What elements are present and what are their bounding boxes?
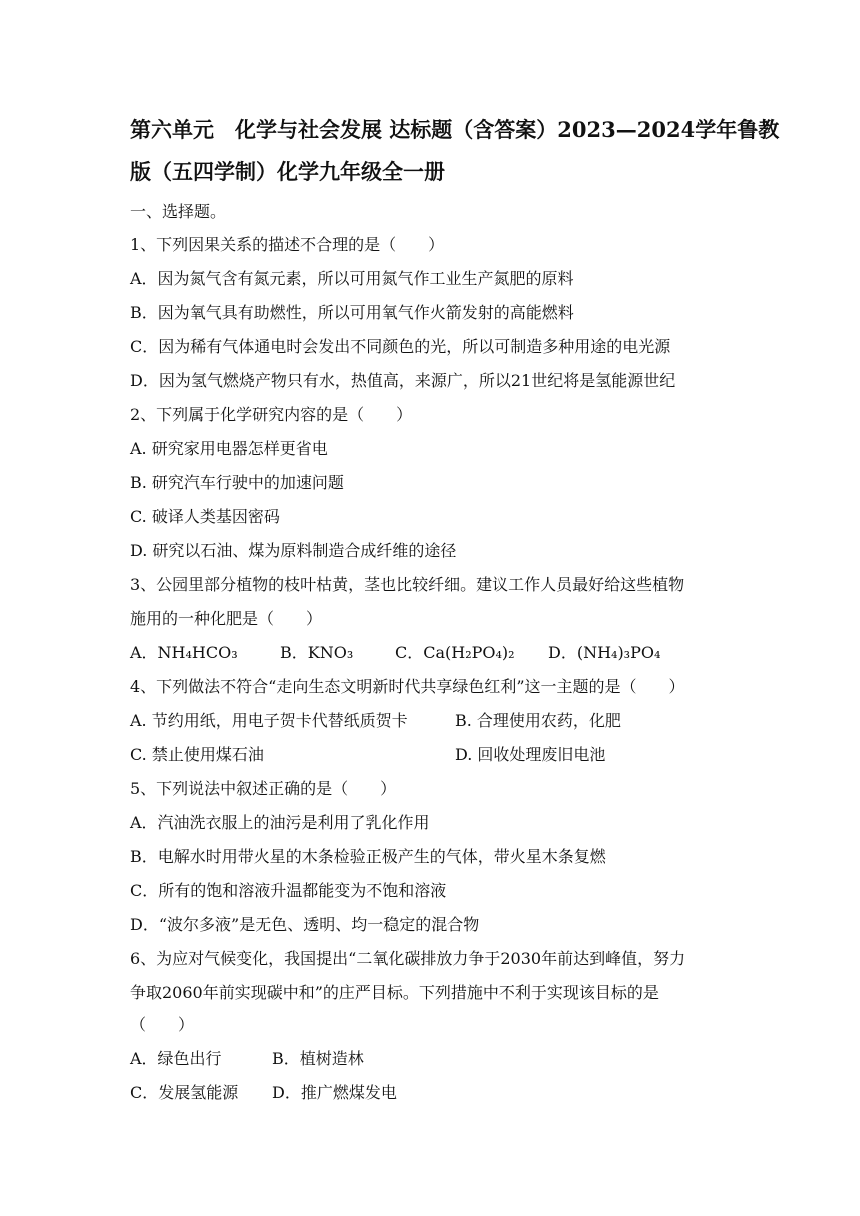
q4-option-b: B. 合理使用农药，化肥 [455,711,621,730]
q5-option-d: D．“波尔多液”是无色、透明、均一稳定的混合物 [130,915,480,934]
document-title-line-1: 第六单元 化学与社会发展 达标题（含答案）2023—2024学年鲁教 [130,117,780,142]
q1-option-a: A．因为氮气含有氮元素，所以可用氮气作工业生产氮肥的原料 [130,269,574,288]
q3-option-b: B．KNO₃ [280,643,354,662]
document-title-line-2: 版（五四学制）化学九年级全一册 [130,159,445,184]
q3-option-a: A．NH₄HCO₃ [130,643,238,662]
q6-stem-line-1: 6、为应对气候变化，我国提出“二氧化碳排放力争于2030年前达到峰值，努力 [130,949,686,968]
q6-option-d: D．推广燃煤发电 [272,1083,397,1102]
q4-stem: 4、下列做法不符合“走向生态文明新时代共享绿色红利”这一主题的是（ ） [130,677,685,696]
section-heading: 一、选择题。 [130,202,227,221]
q2-option-d: D. 研究以石油、煤为原料制造合成纤维的途径 [130,541,457,560]
q3-option-c: C．Ca(H₂PO₄)₂ [395,643,515,662]
q4-option-a: A. 节约用纸，用电子贺卡代替纸质贺卡 [130,711,408,730]
q5-option-b: B．电解水时用带火星的木条检验正极产生的气体，带火星木条复燃 [130,847,606,866]
q4-option-c: C. 禁止使用煤石油 [130,745,264,764]
q6-stem-line-2: 争取2060年前实现碳中和”的庄严目标。下列措施中不利于实现该目标的是 [130,983,659,1002]
q3-option-d: D．(NH₄)₃PO₄ [548,643,661,662]
q3-stem-line-1: 3、公园里部分植物的枝叶枯黄，茎也比较纤细。建议工作人员最好给这些植物 [130,575,685,594]
q6-option-b: B．植树造林 [272,1049,364,1068]
q2-stem: 2、下列属于化学研究内容的是（ ） [130,405,413,424]
q1-option-b: B．因为氧气具有助燃性，所以可用氧气作火箭发射的高能燃料 [130,303,574,322]
q5-stem: 5、下列说法中叙述正确的是（ ） [130,779,397,798]
q1-option-d: D．因为氢气燃烧产物只有水，热值高，来源广，所以21世纪将是氢能源世纪 [130,371,676,390]
q6-option-a: A．绿色出行 [130,1049,222,1068]
q4-option-d: D. 回收处理废旧电池 [455,745,606,764]
q2-option-a: A. 研究家用电器怎样更省电 [130,439,328,458]
q5-option-c: C．所有的饱和溶液升温都能变为不饱和溶液 [130,881,447,900]
q3-stem-line-2: 施用的一种化肥是（ ） [130,609,323,628]
q1-stem: 1、下列因果关系的描述不合理的是（ ） [130,235,445,254]
q6-stem-line-3: （ ） [130,1015,195,1034]
q6-option-c: C．发展氢能源 [130,1083,239,1102]
q5-option-a: A．汽油洗衣服上的油污是利用了乳化作用 [130,813,430,832]
q2-option-b: B. 研究汽车行驶中的加速问题 [130,473,344,492]
q1-option-c: C．因为稀有气体通电时会发出不同颜色的光，所以可制造多种用途的电光源 [130,337,671,356]
q2-option-c: C. 破译人类基因密码 [130,507,280,526]
